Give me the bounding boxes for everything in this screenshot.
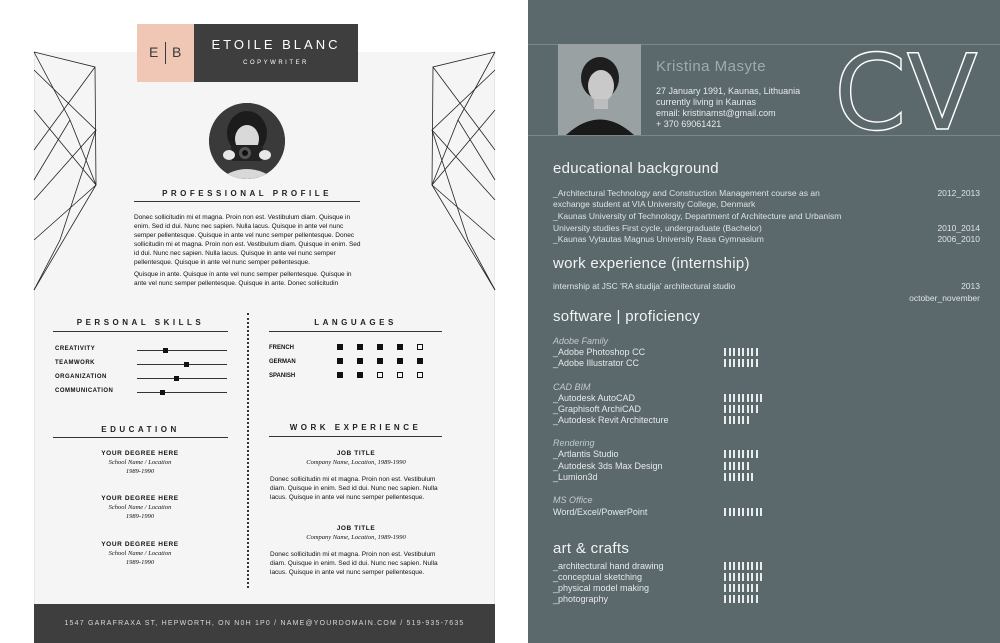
cv-mark-text: CV bbox=[834, 44, 978, 136]
proficiency-bar-segment bbox=[742, 473, 744, 481]
proficiency-bar-segment bbox=[742, 508, 744, 516]
profile-rule bbox=[134, 201, 360, 202]
monogram-logo bbox=[137, 24, 194, 82]
cv-education-year: 2010_2014 bbox=[937, 223, 980, 233]
proficiency-bar-segment bbox=[747, 584, 749, 592]
skill-label: TEAMWORK bbox=[55, 360, 95, 366]
proficiency-bar-segment bbox=[738, 394, 740, 402]
proficiency-bar-segment bbox=[751, 562, 753, 570]
proficiency-bar-segment bbox=[724, 595, 726, 603]
profile-paragraph-1: Donec sollicitudin mi et magna. Proin non est. Vestibulum diam. Quisque in enim. Sed id dui. Nunc nec sapien. Nulla lacus. Quisque in ante vel nunc semper pellentesque. Quisque in ante vel nunc semper pellentesque. Donec sollicitudin mi et magna. Proin non est. Vestibulum diam. Quisque in enim. Sed id dui. Nunc nec sapien. Nulla lacus. Quisque in ante vel nunc semper pellentesque. Quisque in ante vel nunc semper pellentesque. bbox=[134, 214, 361, 266]
software-category: Rendering bbox=[553, 438, 595, 448]
proficiency-bar-segment bbox=[733, 508, 735, 516]
proficiency-bar-segment bbox=[729, 348, 731, 356]
proficiency-bar-segment bbox=[724, 573, 726, 581]
language-level-square bbox=[397, 372, 403, 378]
cv-education-line: _Kaunas Vytautas Magnus University Rasa Gymnasium bbox=[553, 234, 764, 244]
skills-rule bbox=[53, 331, 228, 332]
proficiency-bar-segment bbox=[747, 348, 749, 356]
proficiency-bar-segment bbox=[756, 508, 758, 516]
proficiency-bar-segment bbox=[760, 508, 762, 516]
language-level-square bbox=[397, 344, 403, 350]
craft-item: _physical model making bbox=[553, 583, 650, 593]
education-degree: YOUR DEGREE HERE bbox=[101, 495, 179, 502]
job-company: Company Name, Location, 1989-1990 bbox=[306, 534, 406, 541]
cv-education-year: 2006_2010 bbox=[937, 234, 980, 244]
cv-education-line: exchange student at VIA University College, Denmark bbox=[553, 199, 756, 209]
craft-item: _architectural hand drawing bbox=[553, 561, 664, 571]
proficiency-bar-segment bbox=[738, 473, 740, 481]
language-level-square bbox=[377, 344, 383, 350]
education-years: 1989-1990 bbox=[125, 513, 155, 520]
resume-name: ETOILE BLANC bbox=[211, 37, 341, 52]
proficiency-bar-segment bbox=[751, 394, 753, 402]
proficiency-bar-segment bbox=[742, 405, 744, 413]
language-level-square bbox=[417, 372, 423, 378]
proficiency-bar-segment bbox=[733, 450, 735, 458]
software-item: _Graphisoft ArchiCAD bbox=[553, 404, 642, 414]
proficiency-bar-segment bbox=[756, 595, 758, 603]
proficiency-bar-segment bbox=[738, 462, 740, 470]
proficiency-bar-segment bbox=[751, 573, 753, 581]
proficiency-bar-segment bbox=[733, 394, 735, 402]
proficiency-bar-segment bbox=[729, 595, 731, 603]
proficiency-bar-segment bbox=[751, 348, 753, 356]
proficiency-bar-segment bbox=[751, 473, 753, 481]
proficiency-bar-segment bbox=[756, 450, 758, 458]
job-company: Company Name, Location, 1989-1990 bbox=[306, 459, 406, 466]
skill-label: ORGANIZATION bbox=[55, 374, 107, 380]
skill-knob bbox=[174, 376, 179, 381]
proficiency-bar-segment bbox=[756, 405, 758, 413]
proficiency-bar-segment bbox=[724, 394, 726, 402]
proficiency-bar-segment bbox=[729, 416, 731, 424]
proficiency-bar-segment bbox=[747, 416, 749, 424]
proficiency-bars bbox=[724, 508, 772, 516]
cv-education-title: educational background bbox=[553, 160, 719, 177]
right-cv bbox=[528, 0, 1000, 643]
skills-title: PERSONAL SKILLS bbox=[76, 318, 205, 327]
proficiency-bar-segment bbox=[724, 416, 726, 424]
language-level-square bbox=[397, 358, 403, 364]
language-level-square bbox=[377, 372, 383, 378]
name-header bbox=[194, 24, 358, 82]
proficiency-bar-segment bbox=[729, 405, 731, 413]
skill-knob bbox=[184, 362, 189, 367]
proficiency-bars bbox=[724, 595, 772, 603]
cv-work-year: 2013 bbox=[961, 281, 980, 291]
cv-education-year: 2012_2013 bbox=[937, 188, 980, 198]
education-degree: YOUR DEGREE HERE bbox=[101, 450, 179, 457]
proficiency-bars bbox=[724, 405, 772, 413]
skill-knob bbox=[163, 348, 168, 353]
cv-residence: currently living in Kaunas bbox=[656, 97, 757, 107]
software-item: _Artlantis Studio bbox=[553, 449, 619, 459]
proficiency-bar-segment bbox=[733, 405, 735, 413]
proficiency-bar-segment bbox=[738, 450, 740, 458]
work-rule bbox=[269, 436, 442, 437]
job-description: Donec sollicitudin mi et magna. Proin non est. Vestibulum diam. Quisque in enim. Sed id dui. Nunc nec sapien. Nulla lacus. Quisque in ante vel nunc semper pellentesque. bbox=[270, 476, 438, 501]
software-item: _Autodesk 3ds Max Design bbox=[553, 461, 663, 471]
proficiency-bar-segment bbox=[733, 359, 735, 367]
work-title: WORK EXPERIENCE bbox=[289, 423, 422, 432]
resume-role: COPYWRITER bbox=[243, 60, 309, 66]
proficiency-bar-segment bbox=[760, 394, 762, 402]
language-label: GERMAN bbox=[269, 359, 296, 365]
craft-item: _conceptual sketching bbox=[553, 572, 643, 582]
skill-label: COMMUNICATION bbox=[55, 388, 114, 394]
education-rule bbox=[53, 437, 228, 438]
proficiency-bar-segment bbox=[724, 462, 726, 470]
skill-slider bbox=[137, 378, 227, 379]
proficiency-bar-segment bbox=[747, 473, 749, 481]
column-divider-dotted bbox=[247, 313, 249, 588]
proficiency-bar-segment bbox=[738, 595, 740, 603]
proficiency-bar-segment bbox=[738, 508, 740, 516]
proficiency-bar-segment bbox=[747, 595, 749, 603]
proficiency-bars bbox=[724, 584, 772, 592]
proficiency-bar-segment bbox=[742, 348, 744, 356]
proficiency-bar-segment bbox=[747, 359, 749, 367]
proficiency-bar-segment bbox=[729, 573, 731, 581]
education-school: School Name / Location bbox=[108, 504, 172, 511]
language-level-square bbox=[417, 358, 423, 364]
proficiency-bar-segment bbox=[729, 508, 731, 516]
cv-mark bbox=[834, 44, 994, 136]
proficiency-bar-segment bbox=[747, 508, 749, 516]
language-label: FRENCH bbox=[269, 345, 294, 351]
cv-email: email: kristinamst@gmail.com bbox=[656, 108, 776, 118]
proficiency-bar-segment bbox=[733, 584, 735, 592]
proficiency-bars bbox=[724, 394, 772, 402]
proficiency-bar-segment bbox=[738, 416, 740, 424]
proficiency-bar-segment bbox=[742, 394, 744, 402]
language-level-square bbox=[377, 358, 383, 364]
logo-letter-e: E bbox=[149, 44, 160, 60]
proficiency-bar-segment bbox=[729, 450, 731, 458]
profile-title: PROFESSIONAL PROFILE bbox=[162, 189, 332, 198]
proficiency-bars bbox=[724, 473, 772, 481]
proficiency-bar-segment bbox=[733, 573, 735, 581]
proficiency-bar-segment bbox=[738, 359, 740, 367]
proficiency-bar-segment bbox=[724, 473, 726, 481]
proficiency-bar-segment bbox=[729, 462, 731, 470]
proficiency-bar-segment bbox=[733, 595, 735, 603]
skill-slider bbox=[137, 350, 227, 351]
proficiency-bar-segment bbox=[729, 562, 731, 570]
proficiency-bars bbox=[724, 450, 772, 458]
proficiency-bar-segment bbox=[738, 584, 740, 592]
software-item: _Adobe Illustrator CC bbox=[553, 358, 640, 368]
profile-photo bbox=[209, 103, 285, 179]
education-years: 1989-1990 bbox=[125, 468, 155, 475]
proficiency-bars bbox=[724, 416, 772, 424]
proficiency-bar-segment bbox=[747, 405, 749, 413]
proficiency-bar-segment bbox=[756, 584, 758, 592]
proficiency-bar-segment bbox=[751, 584, 753, 592]
language-label: SPANISH bbox=[269, 373, 296, 379]
languages-title: LANGUAGES bbox=[314, 318, 397, 327]
language-level-square bbox=[417, 344, 423, 350]
proficiency-bar-segment bbox=[751, 508, 753, 516]
proficiency-bar-segment bbox=[747, 562, 749, 570]
proficiency-bar-segment bbox=[756, 573, 758, 581]
proficiency-bar-segment bbox=[729, 473, 731, 481]
job-title: JOB TITLE bbox=[336, 525, 376, 532]
proficiency-bar-segment bbox=[733, 462, 735, 470]
software-item: _Autodesk Revit Architecture bbox=[553, 415, 669, 425]
proficiency-bars bbox=[724, 573, 772, 581]
proficiency-bar-segment bbox=[751, 359, 753, 367]
proficiency-bar-segment bbox=[751, 405, 753, 413]
cv-education-line: _Kaunas University of Technology, Department of Architecture and Urbanism bbox=[553, 211, 842, 221]
proficiency-bar-segment bbox=[729, 584, 731, 592]
proficiency-bar-segment bbox=[724, 405, 726, 413]
education-school: School Name / Location bbox=[108, 550, 172, 557]
skill-slider bbox=[137, 364, 227, 365]
skill-knob bbox=[160, 390, 165, 395]
proficiency-bar-segment bbox=[742, 416, 744, 424]
proficiency-bar-segment bbox=[742, 359, 744, 367]
proficiency-bar-segment bbox=[724, 359, 726, 367]
languages-rule bbox=[269, 331, 442, 332]
proficiency-bar-segment bbox=[729, 359, 731, 367]
contact-footer: 1547 GARAFRAXA ST, HEPWORTH, ON N0H 1P0 / NAME@YOURDOMAIN.COM / 519-935-7635 bbox=[34, 604, 495, 643]
software-category: Adobe Family bbox=[553, 336, 609, 346]
software-item: Word/Excel/PowerPoint bbox=[553, 507, 648, 517]
proficiency-bar-segment bbox=[747, 462, 749, 470]
proficiency-bar-segment bbox=[756, 562, 758, 570]
proficiency-bar-segment bbox=[747, 450, 749, 458]
language-level-square bbox=[337, 372, 343, 378]
proficiency-bar-segment bbox=[760, 573, 762, 581]
education-years: 1989-1990 bbox=[125, 559, 155, 566]
language-level-square bbox=[337, 344, 343, 350]
education-school: School Name / Location bbox=[108, 459, 172, 466]
proficiency-bar-segment bbox=[724, 348, 726, 356]
proficiency-bar-segment bbox=[733, 473, 735, 481]
proficiency-bar-segment bbox=[742, 573, 744, 581]
proficiency-bar-segment bbox=[733, 562, 735, 570]
proficiency-bars bbox=[724, 359, 772, 367]
proficiency-bar-segment bbox=[742, 450, 744, 458]
cv-work-title: work experience (internship) bbox=[553, 255, 750, 272]
skill-slider bbox=[137, 392, 227, 393]
proficiency-bar-segment bbox=[724, 562, 726, 570]
skill-label: CREATIVITY bbox=[55, 346, 96, 352]
software-item: _Adobe Photoshop CC bbox=[553, 347, 646, 357]
proficiency-bar-segment bbox=[760, 562, 762, 570]
proficiency-bar-segment bbox=[724, 450, 726, 458]
proficiency-bar-segment bbox=[729, 394, 731, 402]
proficiency-bar-segment bbox=[742, 462, 744, 470]
profile-paragraph-2: Quisque in ante. Quisque in ante vel nunc semper pellentesque. Quisque in ante vel nunc semper pellentesque. Quisque in ante. Donec sollicitudin bbox=[134, 271, 352, 287]
proficiency-bar-segment bbox=[747, 394, 749, 402]
software-category: MS Office bbox=[553, 495, 593, 505]
cv-crafts-title: art & crafts bbox=[553, 540, 630, 557]
proficiency-bar-segment bbox=[724, 584, 726, 592]
proficiency-bar-segment bbox=[751, 450, 753, 458]
software-category: CAD BIM bbox=[553, 382, 591, 392]
cv-education-line: University studies First cycle, undergraduate (Bachelor) bbox=[553, 223, 762, 233]
cv-name: Kristina Masyte bbox=[656, 58, 767, 75]
cv-portrait-photo bbox=[558, 44, 641, 135]
proficiency-bar-segment bbox=[751, 595, 753, 603]
proficiency-bar-segment bbox=[756, 348, 758, 356]
cv-work-line: internship at JSC 'RA studija' architectural studio bbox=[553, 281, 736, 291]
proficiency-bar-segment bbox=[733, 416, 735, 424]
proficiency-bars bbox=[724, 462, 772, 470]
cv-work-period: october_november bbox=[909, 293, 980, 303]
cv-software-title: software | proficiency bbox=[553, 308, 701, 325]
proficiency-bar-segment bbox=[738, 405, 740, 413]
proficiency-bar-segment bbox=[738, 562, 740, 570]
proficiency-bar-segment bbox=[756, 394, 758, 402]
language-level-square bbox=[357, 372, 363, 378]
proficiency-bar-segment bbox=[738, 573, 740, 581]
job-title: JOB TITLE bbox=[336, 450, 376, 457]
proficiency-bar-segment bbox=[747, 573, 749, 581]
language-level-square bbox=[357, 358, 363, 364]
logo-divider bbox=[165, 42, 166, 64]
proficiency-bars bbox=[724, 562, 772, 570]
proficiency-bar-segment bbox=[742, 584, 744, 592]
language-level-square bbox=[337, 358, 343, 364]
proficiency-bar-segment bbox=[742, 562, 744, 570]
cv-birth-info: 27 January 1991, Kaunas, Lithuania bbox=[656, 86, 801, 96]
cv-phone: + 370 69061421 bbox=[656, 119, 722, 129]
software-item: _Autodesk AutoCAD bbox=[553, 393, 636, 403]
craft-item: _photography bbox=[553, 594, 609, 604]
cv-education-line: _Architectural Technology and Construction Management course as an bbox=[553, 188, 820, 198]
logo-letter-b: B bbox=[172, 44, 182, 60]
education-degree: YOUR DEGREE HERE bbox=[101, 541, 179, 548]
proficiency-bar-segment bbox=[756, 359, 758, 367]
proficiency-bar-segment bbox=[738, 348, 740, 356]
proficiency-bar-segment bbox=[742, 595, 744, 603]
software-item: _Lumion3d bbox=[553, 472, 598, 482]
proficiency-bar-segment bbox=[733, 348, 735, 356]
proficiency-bar-segment bbox=[724, 508, 726, 516]
language-level-square bbox=[357, 344, 363, 350]
job-description: Donec sollicitudin mi et magna. Proin non est. Vestibulum diam. Quisque in enim. Sed id dui. Nunc nec sapien. Nulla lacus. Quisque in ante vel nunc semper pellentesque. bbox=[270, 551, 438, 576]
proficiency-bars bbox=[724, 348, 772, 356]
education-title: EDUCATION bbox=[101, 425, 180, 434]
